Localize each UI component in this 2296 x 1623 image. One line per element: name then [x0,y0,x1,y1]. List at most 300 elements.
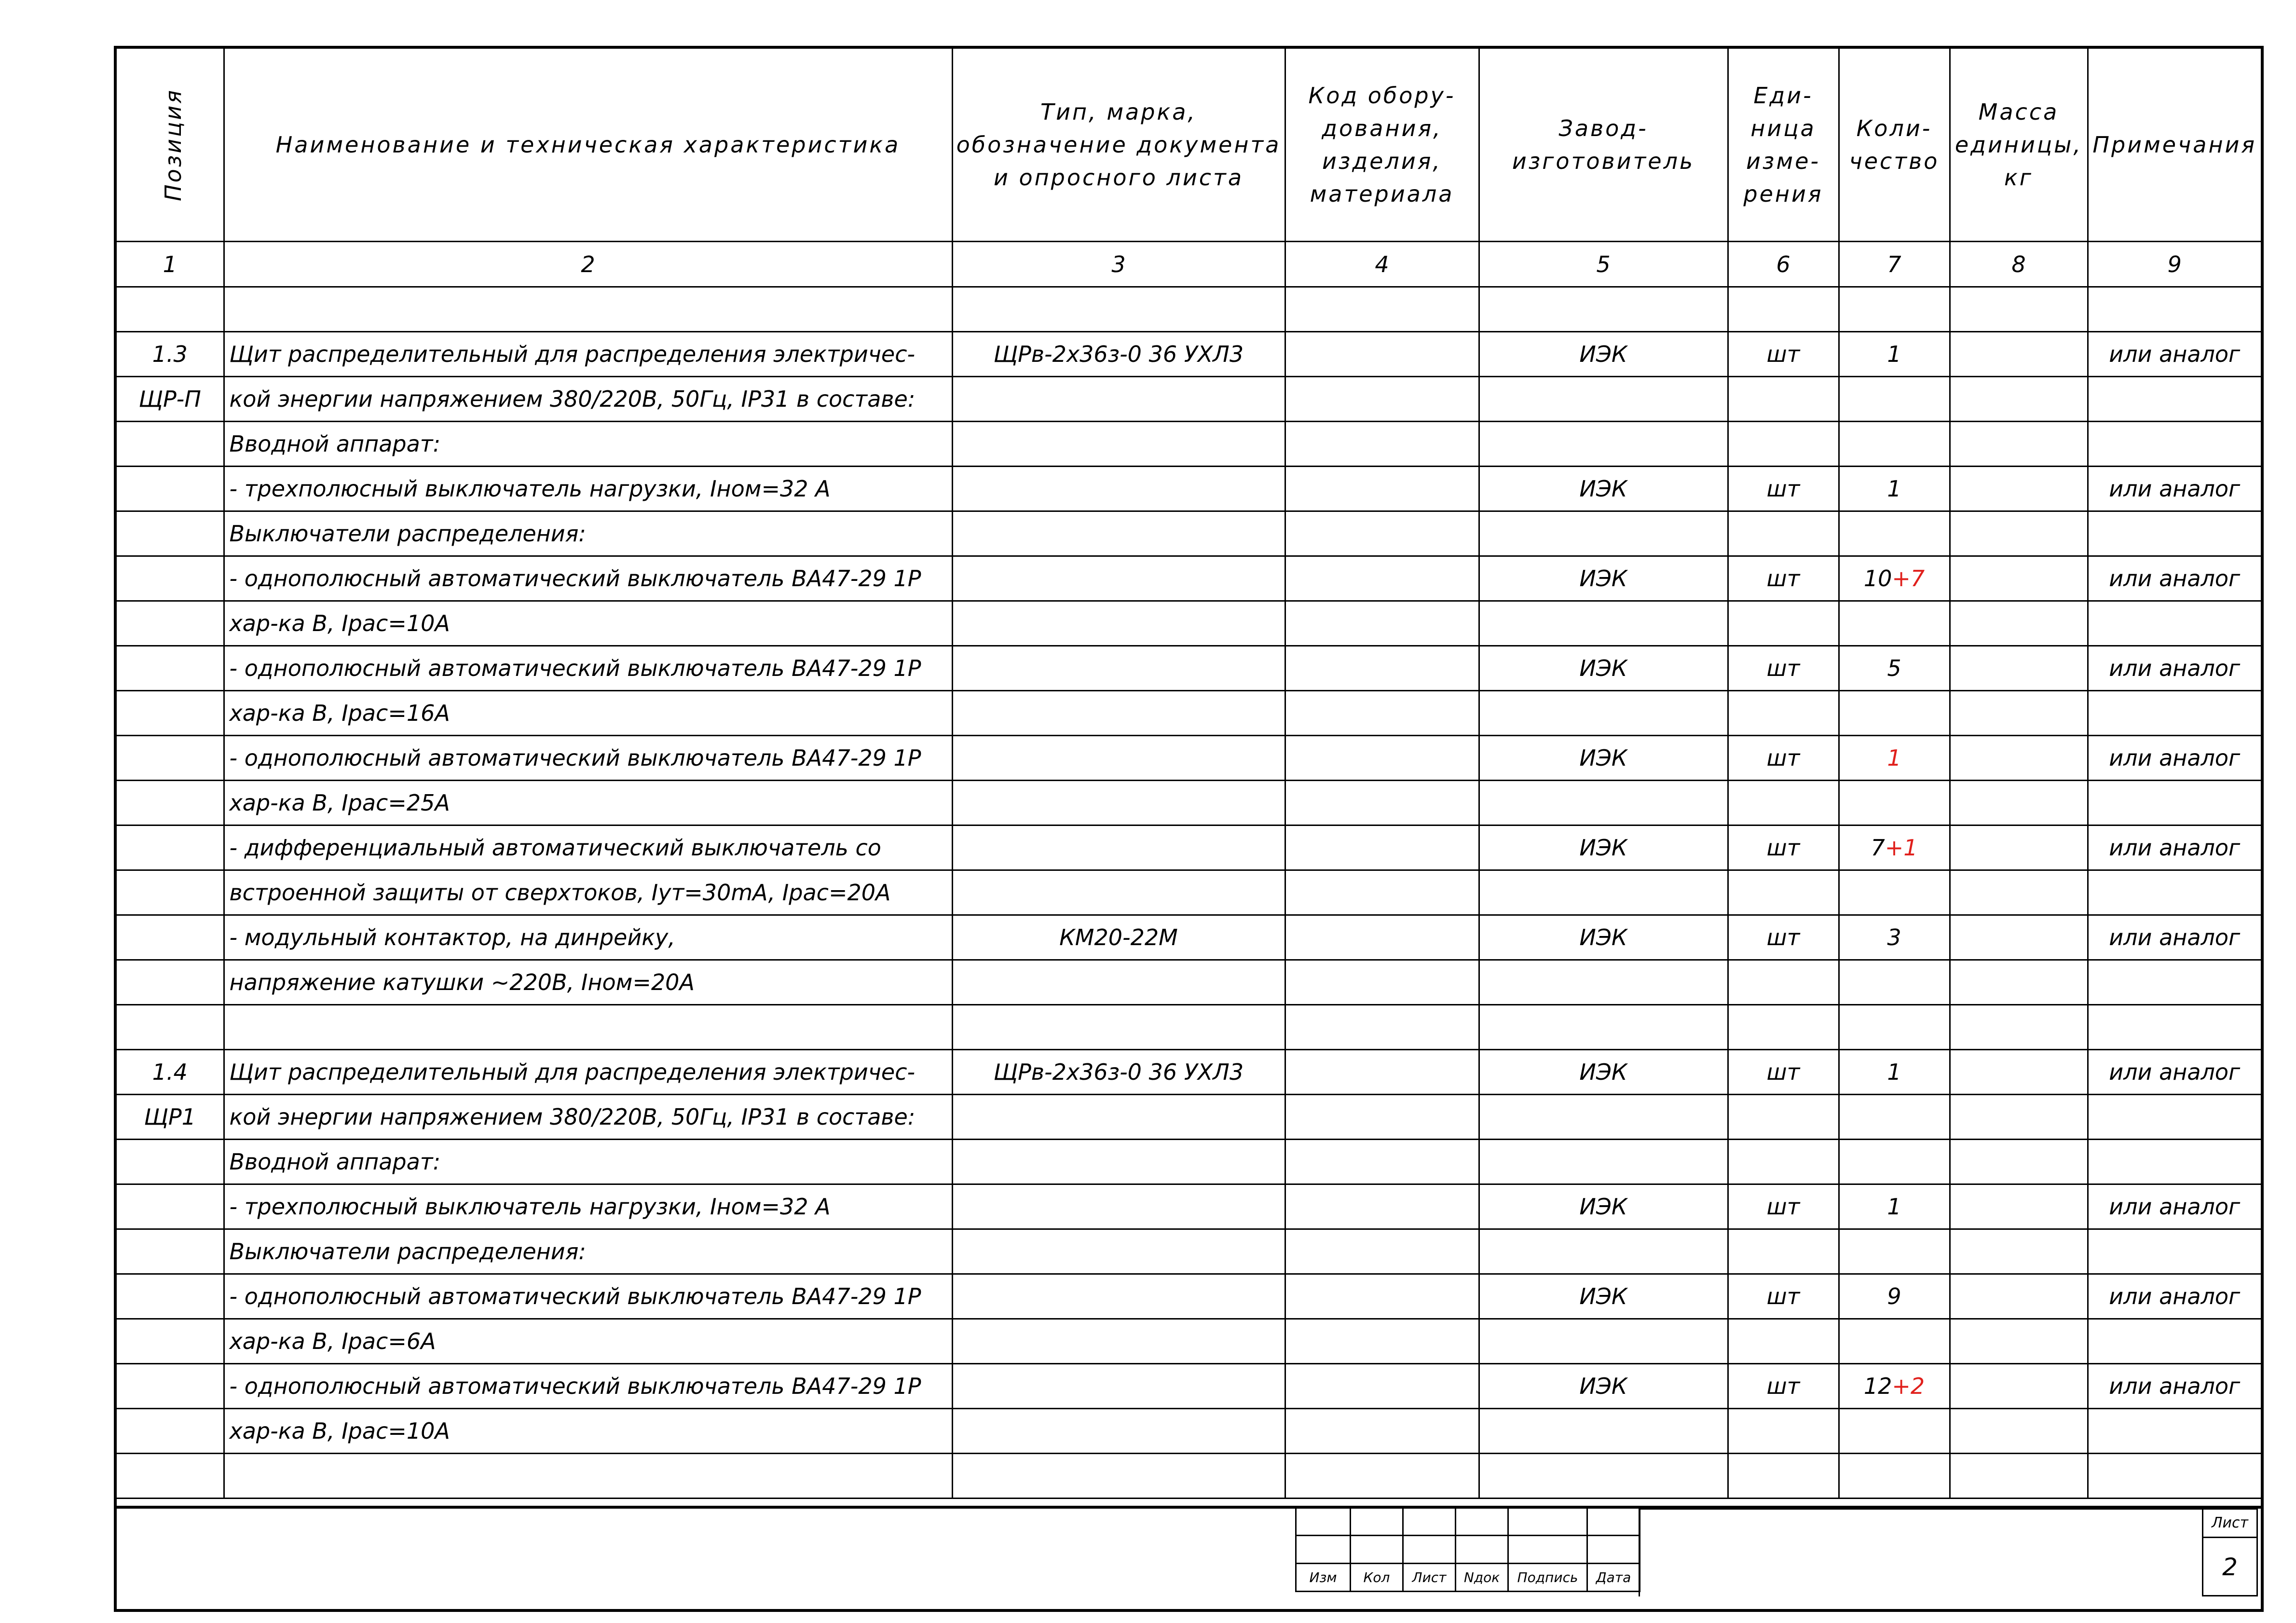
mass-cell [1950,287,2088,332]
name-cell: Выключатели распределения: [224,1229,952,1274]
sheet-col-label: Лист [1403,1564,1456,1592]
name-cell: Вводной аппарат: [224,1140,952,1184]
quantity-cell [1839,1409,1950,1454]
code-cell [1285,825,1479,870]
type-cell [952,1409,1285,1454]
name-cell: хар-ка В, Iрас=16А [224,691,952,736]
note-cell: или аналог [2088,1274,2261,1319]
quantity-value: 9 [1887,1283,1901,1309]
mass-cell [1950,556,2088,601]
table-row [117,1364,2261,1409]
code-cell [1285,601,1479,646]
quantity-cell [1839,646,1950,691]
mass-cell [1950,1454,2088,1499]
name-cell: кой энергии напряжением 380/220В, 50Гц, IP31 в составе: [224,377,952,422]
mass-cell [1950,646,2088,691]
type-cell: ЩРв-2х36з-0 36 УХЛ3 [952,332,1285,377]
type-cell [952,287,1285,332]
name-cell: хар-ка В, Iрас=10А [224,601,952,646]
quantity-value: 1 [1887,1059,1901,1085]
mass-cell [1950,1274,2088,1319]
position-cell [117,1140,224,1184]
note-cell [2088,1095,2261,1140]
position-cell [117,1005,224,1050]
table-row [117,467,2261,511]
position-cell [117,646,224,691]
name-cell [224,287,952,332]
position-cell [117,422,224,467]
sheet-number: 2 [2222,1553,2238,1581]
code-cell [1285,467,1479,511]
note-cell [2088,781,2261,825]
note-cell: или аналог [2088,556,2261,601]
header-name: Наименование и техническая характеристика [224,49,952,242]
mass-cell [1950,467,2088,511]
maker-cell: ИЭК [1479,1184,1728,1229]
name-cell: - дифференциальный автоматический выключатель со [224,825,952,870]
quantity-addition: 1 [1887,745,1901,771]
table-row [117,332,2261,377]
type-cell [952,646,1285,691]
mass-cell [1950,736,2088,781]
code-cell [1285,1005,1479,1050]
position-cell [117,1229,224,1274]
mass-cell [1950,1050,2088,1095]
name-cell: Щит распределительный для распределения электричес- [224,1050,952,1095]
quantity-cell [1839,332,1950,377]
position-cell [117,556,224,601]
code-cell [1285,332,1479,377]
note-cell [2088,1140,2261,1184]
type-cell [952,1005,1285,1050]
revision-grid [1295,1507,1640,1592]
code-cell [1285,511,1479,556]
mass-cell [1950,601,2088,646]
column-number: 5 [1479,242,1728,287]
maker-cell [1479,870,1728,915]
table-row [117,422,2261,467]
type-cell [952,467,1285,511]
sheet-number-box [2202,1508,2258,1596]
mass-cell [1950,1095,2088,1140]
quantity-cell [1839,1140,1950,1184]
unit-cell [1728,870,1839,915]
note-cell [2088,1409,2261,1454]
mass-cell [1950,377,2088,422]
quantity-cell [1839,1454,1950,1499]
position-cell [117,825,224,870]
code-cell [1285,781,1479,825]
column-number: 1 [117,242,224,287]
table-row [117,556,2261,601]
name-cell [224,1454,952,1499]
quantity-cell [1839,556,1950,601]
unit-cell [1728,781,1839,825]
type-cell [952,1274,1285,1319]
name-cell: встроенной защиты от сверхтоков, Iут=30mA, Iрас=20А [224,870,952,915]
table-row [117,781,2261,825]
quantity-addition: +1 [1885,835,1918,861]
quantity-value: 3 [1887,924,1901,950]
type-cell [952,1364,1285,1409]
quantity-cell [1839,960,1950,1005]
type-cell [952,960,1285,1005]
code-cell [1285,422,1479,467]
unit-cell: шт [1728,646,1839,691]
quantity-cell [1839,915,1950,960]
maker-cell: ИЭК [1479,915,1728,960]
table-row [117,736,2261,781]
quantity-cell [1839,467,1950,511]
unit-cell [1728,511,1839,556]
maker-cell [1479,1454,1728,1499]
quantity-value: 12 [1863,1373,1892,1399]
unit-cell: шт [1728,915,1839,960]
position-cell [117,601,224,646]
header-mass: Масса единицы, кг [1950,49,2088,242]
table-row [117,960,2261,1005]
unit-cell [1728,1229,1839,1274]
table-row [117,1454,2261,1499]
maker-cell [1479,511,1728,556]
table-row [117,825,2261,870]
code-cell [1285,1140,1479,1184]
mass-cell [1950,915,2088,960]
column-number: 9 [2088,242,2261,287]
quantity-cell [1839,1005,1950,1050]
type-cell [952,601,1285,646]
name-cell: хар-ка В, Iрас=25А [224,781,952,825]
name-cell: кой энергии напряжением 380/220В, 50Гц, IP31 в составе: [224,1095,952,1140]
name-cell: - модульный контактор, на динрейку, [224,915,952,960]
header-code: Код обору- дования, изделия, материала [1285,49,1479,242]
note-cell: или аналог [2088,332,2261,377]
mass-cell [1950,1229,2088,1274]
quantity-cell [1839,287,1950,332]
table-row [117,1319,2261,1364]
type-cell [952,736,1285,781]
type-cell [952,1229,1285,1274]
maker-cell [1479,287,1728,332]
name-cell: хар-ка В, Iрас=6А [224,1319,952,1364]
position-cell: 1.3 [117,332,224,377]
code-cell [1285,736,1479,781]
title-block-field [1639,1508,2202,1596]
code-cell [1285,1095,1479,1140]
position-cell [117,1184,224,1229]
position-cell [117,511,224,556]
unit-cell: шт [1728,825,1839,870]
unit-cell [1728,691,1839,736]
code-cell [1285,1454,1479,1499]
mass-cell [1950,511,2088,556]
quantity-cell [1839,601,1950,646]
mass-cell [1950,825,2088,870]
position-cell [117,1409,224,1454]
quantity-cell [1839,422,1950,467]
code-cell [1285,870,1479,915]
note-cell: или аналог [2088,646,2261,691]
maker-cell [1479,1319,1728,1364]
quantity-addition: +2 [1892,1373,1925,1399]
position-cell [117,781,224,825]
unit-cell [1728,1140,1839,1184]
mass-cell [1950,1319,2088,1364]
unit-cell [1728,377,1839,422]
note-cell: или аналог [2088,1364,2261,1409]
note-cell [2088,511,2261,556]
name-cell: - однополюсный автоматический выключатель ВА47-29 1Р [224,646,952,691]
unit-cell: шт [1728,332,1839,377]
type-cell [952,422,1285,467]
code-cell [1285,1409,1479,1454]
quantity-cell [1839,1050,1950,1095]
revision-label: Изм [1296,1564,1351,1592]
name-cell: Вводной аппарат: [224,422,952,467]
unit-cell [1728,1095,1839,1140]
maker-cell [1479,1140,1728,1184]
column-number: 8 [1950,242,2088,287]
quantity-cell [1839,736,1950,781]
code-cell [1285,1319,1479,1364]
unit-cell [1728,1454,1839,1499]
note-cell: или аналог [2088,915,2261,960]
name-cell: - однополюсный автоматический выключатель ВА47-29 1Р [224,1274,952,1319]
code-cell [1285,1364,1479,1409]
code-cell [1285,915,1479,960]
unit-cell [1728,1409,1839,1454]
column-number: 7 [1839,242,1950,287]
position-cell [117,287,224,332]
type-cell [952,1184,1285,1229]
table-row [117,601,2261,646]
quantity-cell [1839,691,1950,736]
mass-cell [1950,1364,2088,1409]
maker-cell: ИЭК [1479,646,1728,691]
note-cell [2088,422,2261,467]
note-cell [2088,601,2261,646]
type-cell [952,691,1285,736]
position-cell: ЩР1 [117,1095,224,1140]
maker-cell: ИЭК [1479,736,1728,781]
maker-cell [1479,422,1728,467]
table-row [117,1229,2261,1274]
column-number: 2 [224,242,952,287]
maker-cell: ИЭК [1479,1364,1728,1409]
note-cell [2088,1229,2261,1274]
type-cell [952,825,1285,870]
mass-cell [1950,960,2088,1005]
unit-cell [1728,422,1839,467]
maker-cell [1479,601,1728,646]
maker-cell [1479,377,1728,422]
quantity-addition: +7 [1892,565,1925,591]
maker-cell [1479,1229,1728,1274]
maker-cell [1479,1005,1728,1050]
note-cell [2088,691,2261,736]
note-cell: или аналог [2088,825,2261,870]
mass-cell [1950,422,2088,467]
type-cell [952,511,1285,556]
note-cell: или аналог [2088,736,2261,781]
code-cell [1285,377,1479,422]
table-row [117,1184,2261,1229]
position-cell [117,1319,224,1364]
header-maker: Завод- изготовитель [1479,49,1728,242]
header-unit: Еди- ница изме- рения [1728,49,1839,242]
type-cell [952,1319,1285,1364]
unit-cell [1728,287,1839,332]
table-row [117,1095,2261,1140]
header-notes: Примечания [2088,49,2261,242]
type-cell: ЩРв-2х36з-0 36 УХЛ3 [952,1050,1285,1095]
quantity-value: 7 [1871,835,1885,861]
table-row [117,870,2261,915]
note-cell: или аналог [2088,467,2261,511]
name-cell: хар-ка В, Iрас=10А [224,1409,952,1454]
table-row [117,287,2261,332]
code-cell [1285,646,1479,691]
name-cell: - однополюсный автоматический выключатель ВА47-29 1Р [224,736,952,781]
maker-cell: ИЭК [1479,1274,1728,1319]
quantity-value: 1 [1887,1194,1901,1220]
maker-cell [1479,960,1728,1005]
header-position: Позиция [117,49,224,242]
position-cell [117,736,224,781]
unit-cell: шт [1728,1050,1839,1095]
quantity-cell [1839,825,1950,870]
maker-cell: ИЭК [1479,825,1728,870]
table-row [117,646,2261,691]
unit-cell: шт [1728,556,1839,601]
name-cell: - однополюсный автоматический выключатель ВА47-29 1Р [224,556,952,601]
unit-cell: шт [1728,1364,1839,1409]
position-cell [117,870,224,915]
unit-cell: шт [1728,1274,1839,1319]
type-cell [952,377,1285,422]
code-cell [1285,960,1479,1005]
position-cell [117,1364,224,1409]
header-type: Тип, марка, обозначение документа и опросного листа [952,49,1285,242]
mass-cell [1950,1409,2088,1454]
maker-cell: ИЭК [1479,556,1728,601]
quantity-cell [1839,1229,1950,1274]
code-cell [1285,1050,1479,1095]
name-cell: - однополюсный автоматический выключатель ВА47-29 1Р [224,1364,952,1409]
code-cell [1285,287,1479,332]
column-number-row [117,242,2261,287]
table-row [117,377,2261,422]
doc-number-label: Nдок [1456,1564,1508,1592]
type-cell [952,870,1285,915]
type-cell [952,1140,1285,1184]
name-cell: - трехполюсный выключатель нагрузки, Iном=32 А [224,1184,952,1229]
unit-cell [1728,960,1839,1005]
maker-cell: ИЭК [1479,332,1728,377]
note-cell: или аналог [2088,1184,2261,1229]
quantity-cell [1839,781,1950,825]
position-cell [117,915,224,960]
drawing-sheet [114,46,2264,1612]
type-cell [952,1454,1285,1499]
table-row [117,1274,2261,1319]
type-cell [952,1095,1285,1140]
table-row [117,1050,2261,1095]
quantity-cell [1839,1364,1950,1409]
quantity-label: Кол [1351,1564,1403,1592]
note-cell: или аналог [2088,1050,2261,1095]
header-row [117,49,2261,242]
position-cell [117,960,224,1005]
unit-cell [1728,1319,1839,1364]
quantity-value: 1 [1887,476,1901,502]
code-cell [1285,691,1479,736]
mass-cell [1950,1184,2088,1229]
column-number: 6 [1728,242,1839,287]
quantity-cell [1839,1274,1950,1319]
date-label: Дата [1587,1564,1640,1592]
sheet-label: Лист [2203,1510,2256,1538]
signature-label: Подпись [1508,1564,1587,1592]
column-number: 4 [1285,242,1479,287]
quantity-cell [1839,511,1950,556]
mass-cell [1950,870,2088,915]
note-cell [2088,1319,2261,1364]
mass-cell [1950,1005,2088,1050]
note-cell [2088,960,2261,1005]
unit-cell [1728,601,1839,646]
type-cell: КМ20-22М [952,915,1285,960]
name-cell: Выключатели распределения: [224,511,952,556]
table-row [117,1140,2261,1184]
note-cell [2088,377,2261,422]
name-cell [224,1005,952,1050]
mass-cell [1950,691,2088,736]
position-cell [117,1274,224,1319]
unit-cell: шт [1728,467,1839,511]
note-cell [2088,287,2261,332]
maker-cell [1479,781,1728,825]
quantity-cell [1839,1319,1950,1364]
table-row [117,1409,2261,1454]
maker-cell [1479,1409,1728,1454]
table-row [117,915,2261,960]
quantity-cell [1839,1184,1950,1229]
position-cell [117,691,224,736]
unit-cell [1728,1005,1839,1050]
position-cell [117,467,224,511]
unit-cell: шт [1728,736,1839,781]
name-cell: напряжение катушки ~220В, Iном=20А [224,960,952,1005]
quantity-cell [1839,870,1950,915]
type-cell [952,556,1285,601]
quantity-value: 1 [1887,341,1901,367]
code-cell [1285,1229,1479,1274]
code-cell [1285,1274,1479,1319]
position-cell [117,1454,224,1499]
maker-cell [1479,691,1728,736]
name-cell: Щит распределительный для распределения электричес- [224,332,952,377]
mass-cell [1950,781,2088,825]
quantity-cell [1839,1095,1950,1140]
mass-cell [1950,332,2088,377]
note-cell [2088,870,2261,915]
name-cell: - трехполюсный выключатель нагрузки, Iном=32 А [224,467,952,511]
table-row [117,1005,2261,1050]
note-cell [2088,1454,2261,1499]
column-number: 3 [952,242,1285,287]
type-cell [952,781,1285,825]
